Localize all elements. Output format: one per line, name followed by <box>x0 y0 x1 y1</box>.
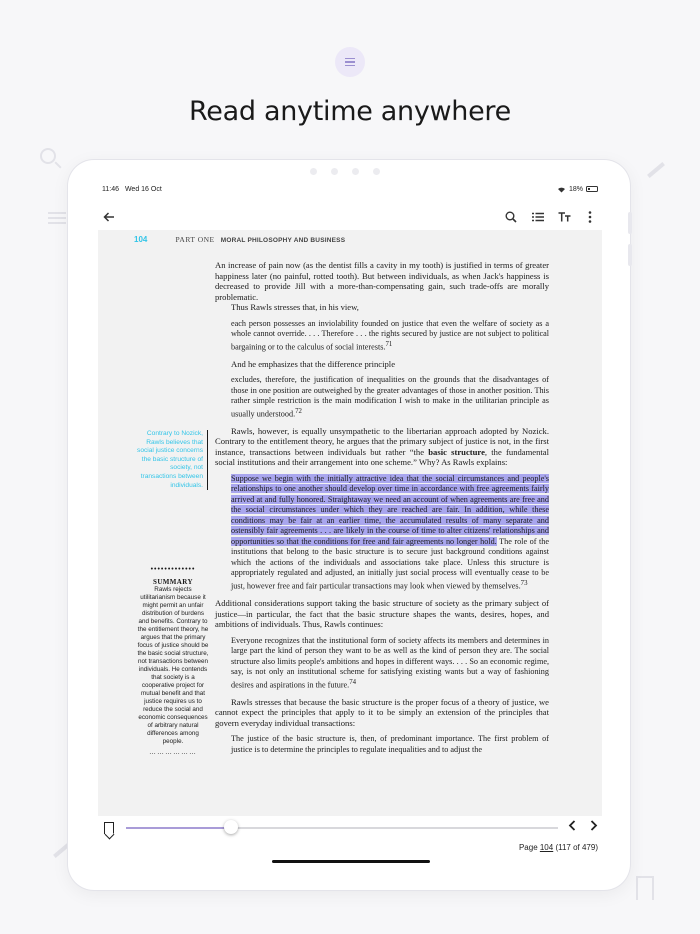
bg-pencil-icon <box>647 162 665 178</box>
paragraph: And he emphasizes that the difference principle <box>231 358 396 369</box>
page-header <box>134 235 345 244</box>
page-number: 104 <box>134 235 148 244</box>
book-page[interactable] <box>98 230 602 816</box>
paragraph: Rawls stresses that because the basic structure is the proper focus of a theory of justice, we cannot expect the principles that apply to it to be simply an extension of the principles that govern everyday individual transactions: <box>215 696 549 728</box>
bg-bookmark-icon <box>636 876 654 900</box>
page-body <box>215 260 549 761</box>
summary-title: SUMMARY <box>153 578 193 586</box>
paragraph: An increase of pain now (as the dentist fills a cavity in my tooth) is justified in terms of greater happiness later (no painful, rotted tooth). But between individuals, as when Jack's happiness is decreased to provide Jill with a more-than-compensating gain, such trade-offs are morally problematic. <box>215 260 549 302</box>
footnote-ref[interactable]: 72 <box>295 407 302 415</box>
footnote-ref[interactable]: 74 <box>349 678 357 686</box>
text-size-icon[interactable] <box>555 208 573 226</box>
summary-box <box>136 566 210 757</box>
status-time: 11:46 <box>102 185 119 193</box>
bookmark-icon[interactable] <box>104 822 114 834</box>
page-slider-fill <box>126 827 231 829</box>
block-quote: Suppose we begin with the initially attractive idea that the social circumstances and people's relationships to one another should develop over time in accordance with free agreements fairly arrived at and fully honored. Straightaway we need an account of when agreements are free and the social circumstances under which they are reached are fair. In addition, while these conditions may be fair at an earlier time, the accumulated results of many separate and ostensibly fair agreements . . . are likely in the course of time to alter citizens' relationships and opportunities so that the conditions for free and fair agreements no longer hold. The role of the institutions that belong to the basic structure is to secure just background conditions against which the actions of the individuals and associations take place. Unless this structure is appropriately regulated and adjusted, an initially just social process will eventually cease to be just, however free and fair particular transactions may look when viewed by themselves.$^{73}$ <box>231 473 549 591</box>
page-slider-thumb[interactable] <box>224 820 238 834</box>
highlighted-text[interactable]: Suppose we begin with the initially attractive idea that the social circumstances and people's relationships to one another should develop over time in accordance with free agreements fairly arrived at and fully honored. Straightaway we need an account of when agreements are free and the social circumstances under which they are reached are fair. In addition, while these conditions may be fair at an earlier time, the accumulated results of many separate and ostensibly fair agreements . . . are likely in the course of time to alter citizens' relationships and opportunities so that the conditions for free and fair agreements no longer hold. <box>231 473 549 546</box>
current-page: 104 <box>539 843 554 852</box>
status-bar <box>92 178 608 200</box>
block-quote: each person possesses an inviolability founded on justice that even the welfare of society as a whole cannot override. . . . Therefore . . . the rights secured by justice are not subject to political bargaining or to the calculus of social interests.$^{71}$ <box>231 318 549 352</box>
app-badge-icon <box>335 47 365 77</box>
battery-percent: 18% <box>568 185 583 193</box>
side-button <box>628 212 632 234</box>
block-quote: The justice of the basic structure is, then, of predominant importance. The first problem of justice is to determine the principles to regulate inequalities and to adjust the <box>231 734 549 754</box>
camera-dots <box>310 168 380 175</box>
chapter-label: MORAL PHILOSOPHY AND BUSINESS <box>220 237 346 244</box>
reader-screen <box>92 178 608 868</box>
footnote-ref[interactable]: 71 <box>385 340 393 348</box>
footnote-ref[interactable]: 73 <box>520 579 528 587</box>
arrow-left-icon[interactable] <box>100 208 118 226</box>
block-quote: Everyone recognizes that the institutional form of society affects its members and determines in large part the kind of person they want to be as well as the kind of person they are. The social structure also limits people's ambitions and hopes in different ways. . . . So an economic regime, say, is not only an institutional scheme for satisfying existing wants but a way of fashioning desires and aspirations in the future.$^{74}$ <box>231 635 549 690</box>
headline: Read anytime anywhere <box>189 96 511 127</box>
home-indicator[interactable] <box>272 860 430 863</box>
block-quote: excludes, therefore, the justification of inequalities on the grounds that the disadvantages of those in one position are outweighed by the greater advantages of those in another position. This rather simple restriction is the main modification I wish to make in the utilitarian principle as usually understood.$^{72}$ <box>231 375 549 419</box>
search-icon[interactable] <box>502 208 520 226</box>
status-date: Wed 16 Oct <box>124 185 162 193</box>
paragraph: Additional considerations support taking the basic structure of society as the primary subject of justice—in particular, the fact that the basic structure shapes the wants, desires, hopes, and ambitions of individuals. Thus, Rawls continues: <box>215 598 549 630</box>
more-vertical-icon[interactable] <box>581 208 599 226</box>
bg-list-icon <box>48 212 66 224</box>
paragraph: Thus Rawls stresses that, in his view, <box>231 302 359 312</box>
page-slider-track[interactable] <box>126 827 558 829</box>
bold-term: basic structure <box>428 446 485 457</box>
margin-note: Contrary to Nozick, Rawls believes that social justice concerns the basic structure of society, not transactions between individuals. <box>136 430 208 490</box>
part-label: PART ONE <box>175 235 215 244</box>
wifi-icon <box>557 186 566 193</box>
reader-bottom-bar <box>92 816 608 868</box>
page-indicator: Page 104 (117 of 479) <box>518 843 598 852</box>
chevron-left-icon[interactable] <box>568 819 576 834</box>
list-icon[interactable] <box>529 208 547 226</box>
battery-icon <box>586 186 598 192</box>
side-button <box>628 244 632 266</box>
summary-text: Rawls rejects utilitarianism because it might permit an unfair distribution of burdens and benefits. Contrary to the entitlement theory, he argues that the primary focus of justice should be the basic social structure, not transactions between individuals. He contends that society is a cooperative project for mutual benefit and that justice requires us to reduce the social and economic consequences of arbitrary natural differences among people. <box>137 586 209 745</box>
paragraph: Rawls, however, is equally unsympathetic to the libertarian approach adopted by Nozick. Contrary to the entitlement theory, he argues that the primary subject of justice is not, in the first instance, transactions between individuals but rather “the basic structure, the fundamental social institutions and their arrangement into one scheme.” Why? As Rawls explains: <box>215 425 549 468</box>
summary-dots-bottom: ……………… <box>149 749 197 756</box>
summary-dots-top: ••••••••••••• <box>150 566 196 573</box>
chevron-right-icon[interactable] <box>590 819 598 834</box>
bg-search-icon <box>40 148 56 164</box>
reader-toolbar <box>92 204 608 230</box>
